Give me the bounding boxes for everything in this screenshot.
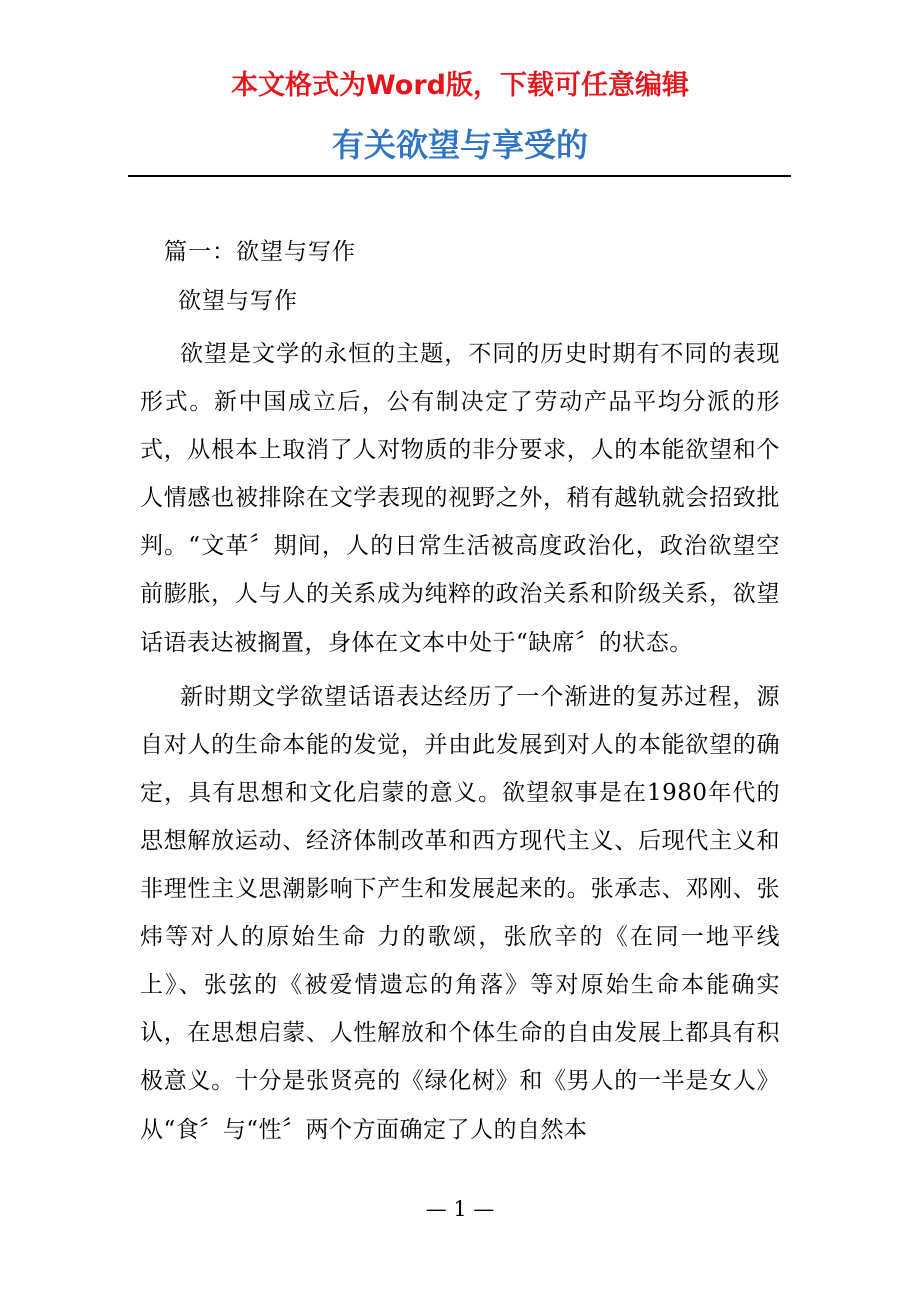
page-number: — 1 —: [425, 1197, 495, 1221]
format-notice: 本文格式为Word版，下载可任意编辑: [230, 70, 689, 101]
paragraph: 新时期文学欲望话语表达经历了一个渐进的复苏过程，源自对人的生命本能的发觉，并由此发展到对人的本能欲望的确定，具有思想和文化启蒙的意义。欲望叙事是在1980年代的思想解放运动、经济体制改革和西方现代主义、后现代主义和非理性主义思潮影响下产生和发展起来的。张承志、邓刚、张炜等对人的原始生命 力的歌颂，张欣辛的《在同一地平线上》、张弦的《被爱情遗忘的角落》等对原始生命本能确实认，在思想启蒙、人性解放和个体生命的自由发展上都具有积极意义。十分是张贤亮的《绿化树》和《男人的一半是女人》从“食〞与“性〞两个方面确定了人的自然本: [140, 683, 780, 1143]
title-divider: [128, 175, 791, 177]
document-title: 有关欲望与享受的: [331, 126, 588, 164]
section-heading: 篇一：欲望与写作: [164, 239, 356, 265]
body-text: [140, 330, 780, 1154]
paragraph: 欲望是文学的永恒的主题，不同的历史时期有不同的表现形式。新中国成立后，公有制决定了劳动产品平均分派的形式，从根本上取消了人对物质的非分要求，人的本能欲望和个人情感也被排除在文学表现的视野之外，稍有越轨就会招致批判。“文革〞期间，人的日常生活被高度政治化，政治欲望空前膨胀，人与人的关系成为纯粹的政治关系和阶级关系，欲望话语表达被搁置，身体在文本中处于“缺席〞的状态。: [140, 341, 780, 656]
sub-heading: 欲望与写作: [178, 288, 298, 314]
